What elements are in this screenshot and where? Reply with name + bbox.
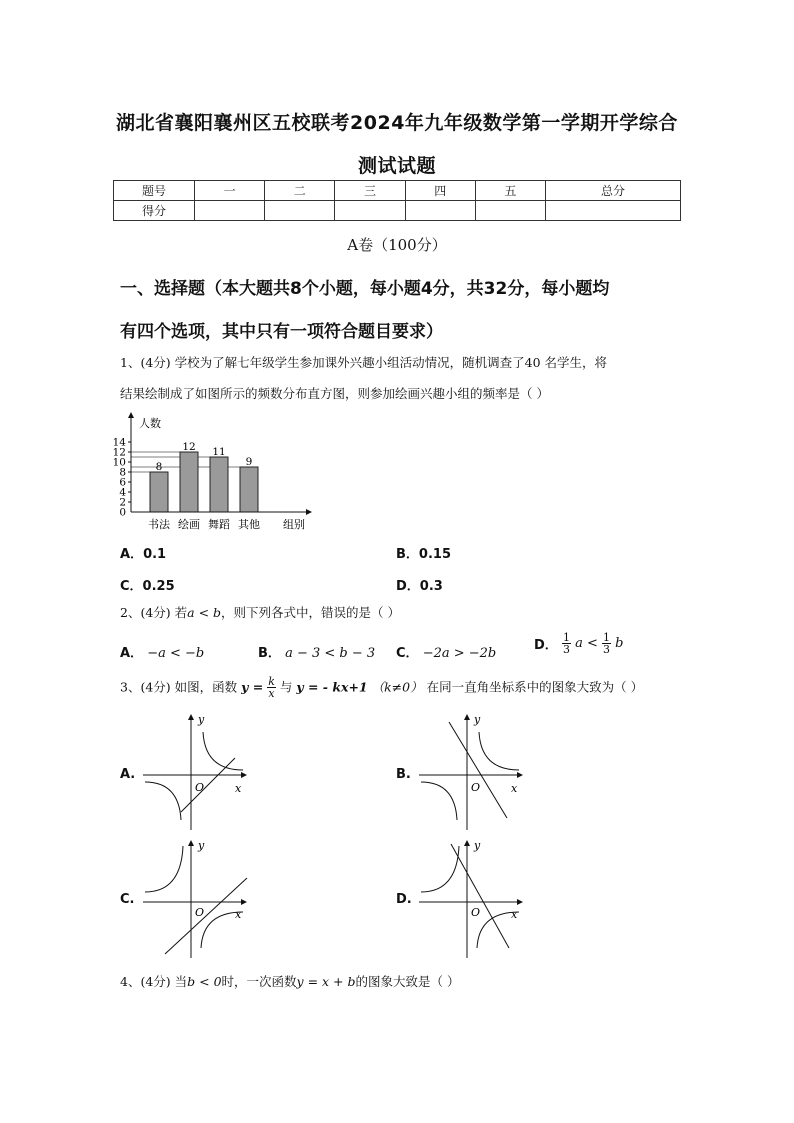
part-heading: A卷（100分） — [347, 236, 447, 254]
option-text: −2a > −2b — [422, 646, 497, 661]
q1-option-c[interactable] — [120, 575, 175, 594]
linear-function-line — [449, 722, 507, 818]
histogram-bar — [240, 467, 258, 512]
q3-option-a[interactable] — [120, 767, 135, 782]
score-input-cell[interactable] — [265, 201, 335, 221]
bar-value-label: 8 — [155, 461, 163, 473]
fraction-denominator: 3 — [603, 643, 610, 656]
q2-option-b[interactable] — [258, 642, 375, 661]
q2-prefix: 2、(4分) 若 — [120, 605, 188, 620]
x-axis-label: x — [511, 908, 518, 921]
option-letter: D. — [396, 892, 412, 907]
option-text: 0.1 — [143, 547, 167, 562]
x-axis-arrow-icon — [241, 899, 247, 905]
option-letter: D． — [534, 638, 558, 653]
y-axis-label: y — [474, 713, 481, 726]
page-title-line-2: 测试试题 — [357, 155, 436, 177]
page-title-line-1: 湖北省襄阳襄州区五校联考2024年九年级数学第一学期开学综合 — [116, 112, 678, 134]
category-label: 舞蹈 — [208, 518, 230, 531]
q3-option-d[interactable] — [396, 892, 412, 907]
y-tick-label: 4 — [119, 486, 126, 499]
score-input-cell[interactable] — [195, 201, 265, 221]
q3-graph-b — [419, 710, 529, 832]
fraction-numerator: k — [268, 675, 275, 688]
fraction — [602, 632, 611, 655]
option-letter: C． — [396, 646, 419, 661]
q2-option-c[interactable] — [396, 642, 496, 661]
q1-text-line-1: 1、(4分) 学校为了解七年级学生参加课外兴趣小组活动情况，随机调查了40 名学生，将 — [120, 355, 608, 370]
score-table-header-row — [114, 181, 681, 201]
score-header-cell: 总分 — [546, 181, 681, 201]
option-letter: C. — [120, 892, 135, 907]
hyperbola-branch — [421, 846, 459, 892]
q3-connector: 与 — [279, 679, 293, 695]
y-axis-label: y — [198, 839, 205, 852]
fraction-numerator: 1 — [562, 631, 570, 644]
score-header-cell: 题号 — [114, 181, 195, 201]
q3-function-2: y = - kx+1 — [296, 679, 368, 695]
option-letter: A． — [120, 547, 144, 562]
q3-graph-d — [419, 836, 529, 960]
score-input-cell[interactable] — [335, 201, 405, 221]
q2-text — [120, 605, 680, 620]
y-tick-label: 8 — [119, 466, 126, 479]
hyperbola-branch — [145, 782, 181, 820]
histogram-bar — [150, 472, 168, 512]
y-tick-label: 6 — [119, 476, 126, 489]
option-text: a − 3 < b − 3 — [285, 646, 376, 661]
q4-prefix: 4、(4分) 当 — [120, 974, 188, 989]
fraction — [267, 676, 276, 699]
option-text: 0.15 — [418, 547, 451, 562]
q4-suffix: 的图象大致是（ ） — [355, 974, 460, 989]
x-axis-arrow-icon — [517, 772, 523, 778]
fraction-numerator: 1 — [603, 631, 610, 644]
fraction — [562, 632, 571, 655]
hyperbola-branch — [479, 732, 519, 770]
hyperbola-branch — [203, 732, 243, 770]
q3-function-1-lhs: y = — [241, 679, 264, 695]
bar-value-label: 11 — [212, 446, 226, 458]
y-axis-label: 人数 — [139, 417, 161, 430]
q3-graph-a — [143, 710, 253, 832]
y-axis-label: y — [474, 839, 481, 852]
q2-condition: a < b — [187, 605, 222, 620]
q3-option-b[interactable] — [396, 767, 411, 782]
category-label: 书法 — [148, 518, 170, 531]
score-header-cell: 四 — [405, 181, 475, 201]
q3-text — [120, 676, 680, 699]
option-letter: D． — [396, 579, 420, 594]
score-input-cell[interactable] — [405, 201, 475, 221]
q1-option-b[interactable] — [396, 543, 451, 562]
q3-suffix: 在同一直角坐标系中的图象大致为（ ） — [426, 679, 644, 695]
option-text: b — [615, 636, 624, 651]
score-header-cell: 二 — [265, 181, 335, 201]
q1-option-a[interactable] — [120, 543, 166, 562]
y-axis-arrow-icon — [188, 840, 194, 846]
origin-label: O — [195, 906, 205, 919]
y-tick-label: 14 — [112, 436, 126, 449]
option-text: −a < −b — [147, 646, 205, 661]
option-letter: B. — [396, 767, 411, 782]
score-table-score-row — [114, 201, 681, 221]
x-axis-arrow-icon — [517, 899, 523, 905]
q4-mid: 时，一次函数 — [221, 974, 297, 989]
category-label: 其他 — [238, 518, 260, 531]
section-heading-line-1: 一、选择题（本大题共8个小题，每小题4分，共32分，每小题均 — [120, 279, 610, 299]
histogram-chart — [110, 412, 320, 534]
x-axis-arrow-icon — [306, 509, 312, 515]
q3-condition: （k≠0） — [371, 679, 423, 695]
score-header-cell: 一 — [195, 181, 265, 201]
option-letter: A． — [120, 646, 144, 661]
fraction-denominator: 3 — [562, 643, 570, 656]
bar-value-label: 9 — [245, 456, 253, 468]
option-letter: A. — [120, 767, 136, 782]
y-tick-label: 10 — [112, 456, 126, 469]
option-letter: C． — [120, 579, 143, 594]
option-text: a < — [575, 636, 598, 651]
histogram-bar — [210, 457, 228, 512]
y-axis-arrow-icon — [464, 714, 470, 720]
option-letter: B． — [396, 547, 419, 562]
score-row-label: 得分 — [114, 201, 195, 221]
score-input-cell[interactable] — [475, 201, 545, 221]
option-text: 0.25 — [142, 579, 175, 594]
score-header-cell: 五 — [475, 181, 545, 201]
y-axis-arrow-icon — [188, 714, 194, 720]
q4-text — [120, 974, 680, 989]
q4-condition: b < 0 — [187, 974, 222, 989]
origin-label: O — [471, 906, 481, 919]
histogram-bar — [180, 452, 198, 512]
y-axis-arrow-icon — [464, 840, 470, 846]
section-heading-line-2: 有四个选项，其中只有一项符合题目要求） — [120, 322, 443, 342]
bar-value-label: 12 — [182, 441, 196, 453]
y-tick-label: 0 — [119, 506, 126, 519]
x-axis-label: 组别 — [283, 518, 305, 531]
x-axis-arrow-icon — [241, 772, 247, 778]
y-axis-arrow-icon — [128, 412, 134, 418]
q3-prefix: 3、(4分) 如图，函数 — [120, 679, 238, 695]
y-tick-label: 12 — [112, 446, 126, 459]
q3-graph-c — [143, 836, 253, 960]
hyperbola-branch — [421, 782, 457, 820]
q2-option-d[interactable] — [534, 632, 623, 655]
q3-option-c[interactable] — [120, 892, 134, 907]
x-axis-label: x — [511, 782, 518, 795]
linear-function-line — [181, 758, 235, 812]
y-axis-label: y — [198, 713, 205, 726]
origin-label: O — [471, 781, 481, 794]
q2-option-a[interactable] — [120, 642, 204, 661]
q4-function: y = x + b — [296, 974, 356, 989]
q1-text-line-2: 结果绘制成了如图所示的频数分布直方图，则参加绘画兴趣小组的频率是（ ） — [120, 386, 549, 401]
score-header-cell: 三 — [335, 181, 405, 201]
score-input-cell[interactable] — [546, 201, 681, 221]
x-axis-label: x — [235, 782, 242, 795]
y-tick-label: 2 — [119, 496, 126, 509]
category-label: 绘画 — [178, 518, 200, 531]
q1-option-d[interactable] — [396, 575, 443, 594]
q2-suffix: ，则下列各式中，错误的是（ ） — [221, 605, 400, 620]
fraction-denominator: x — [268, 687, 275, 700]
hyperbola-branch — [145, 846, 183, 892]
option-text: 0.3 — [419, 579, 443, 594]
origin-label: O — [195, 781, 205, 794]
option-letter: B． — [258, 646, 281, 661]
score-table — [113, 180, 681, 221]
x-axis-label: x — [235, 908, 242, 921]
